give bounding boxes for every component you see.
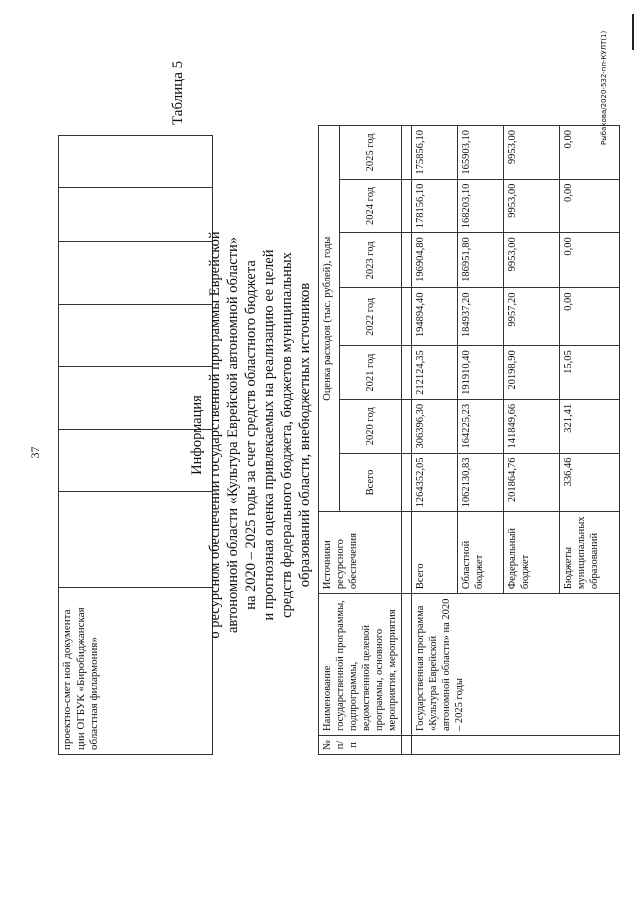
value-cell: 178156,10 (412, 179, 458, 233)
value-cell: 336,46 (560, 453, 620, 512)
value-cell: 194894,40 (412, 288, 458, 346)
source-cell: Всего (412, 512, 458, 594)
value-cell: 9953,00 (504, 179, 560, 233)
value-cell: 212124,35 (412, 346, 458, 400)
value-cell: 9953,00 (504, 126, 560, 180)
title-line: о ресурсном обеспечении государственной программы Еврейской (207, 231, 223, 639)
header-year: 2022 год (340, 288, 402, 346)
value-cell: 184937,20 (458, 288, 504, 346)
title-line: автономной области «Культура Еврейской автономной области» (225, 236, 241, 634)
value-cell: 15,05 (560, 346, 620, 400)
header-year: 2025 год (340, 126, 402, 180)
value-cell: 191910,40 (458, 346, 504, 400)
title-line: образований области, внебюджетных источников (297, 282, 313, 588)
header-source: Источники ресурсного обеспечения (319, 512, 402, 594)
row-num (412, 735, 620, 754)
value-cell: 196904,80 (412, 233, 458, 288)
program-name: Государственная программа «Культура Еврейской автономной области» на 2020 – 2025 годы (412, 594, 620, 736)
document-title (188, 165, 314, 705)
value-cell: 0,00 (560, 179, 620, 233)
header-year: 2020 год (340, 399, 402, 453)
empty-row (402, 126, 412, 755)
page-number: 37 (28, 446, 42, 459)
source-cell: Бюджеты муниципальных образований (560, 512, 620, 594)
value-cell: 321,41 (560, 399, 620, 453)
header-total: Всего (340, 453, 402, 512)
value-cell: 175856,10 (412, 126, 458, 180)
value-cell: 1264352,05 (412, 453, 458, 512)
table-label: Таблица 5 (170, 60, 186, 125)
value-cell: 186951,80 (458, 233, 504, 288)
value-cell: 9953,00 (504, 233, 560, 288)
value-cell: 141849,66 (504, 399, 560, 453)
header-year: 2021 год (340, 346, 402, 400)
fragment-text-cell: проектно-смет ной документа ции ОГБУК «Биробиджанская областная филармония» (59, 587, 213, 754)
source-cell: Областной бюджет (458, 512, 504, 594)
value-cell: 9957,20 (504, 288, 560, 346)
title-line: на 2020 – 2025 годы за счет средств областного бюджета (243, 260, 259, 610)
header-year: 2024 год (340, 179, 402, 233)
title-line: Информация (189, 395, 205, 475)
header-year: 2023 год (340, 233, 402, 288)
value-cell: 165903,10 (458, 126, 504, 180)
title-line: и прогнозная оценка привлекаемых на реализацию ее целей (261, 249, 277, 621)
value-cell: 20198,90 (504, 346, 560, 400)
value-cell: 1062130,83 (458, 453, 504, 512)
header-name: Наименование государственной программы, подпрограммы, ведомственной целевой программы, основного мероприятия, мероприятия (319, 594, 402, 736)
title-line: средств федерального бюджета, бюджетов муниципальных (279, 252, 295, 618)
table-row (412, 126, 458, 755)
value-cell: 306396,30 (412, 399, 458, 453)
table-header-row (319, 126, 340, 755)
document-stamp: Рыбакова/2020-532-пп-КУЛТ(1) (600, 30, 608, 145)
resource-table (318, 125, 620, 755)
value-cell: 0,00 (560, 233, 620, 288)
value-cell: 0,00 (560, 288, 620, 346)
source-cell: Федеральный бюджет (504, 512, 560, 594)
header-num: № п/п (319, 735, 402, 754)
value-cell: 201864,76 (504, 453, 560, 512)
value-cell: 0,00 (560, 126, 620, 180)
header-estimate: Оценка расходов (тыс. рублей), годы (319, 126, 340, 512)
value-cell: 168203,10 (458, 179, 504, 233)
value-cell: 164225,23 (458, 399, 504, 453)
